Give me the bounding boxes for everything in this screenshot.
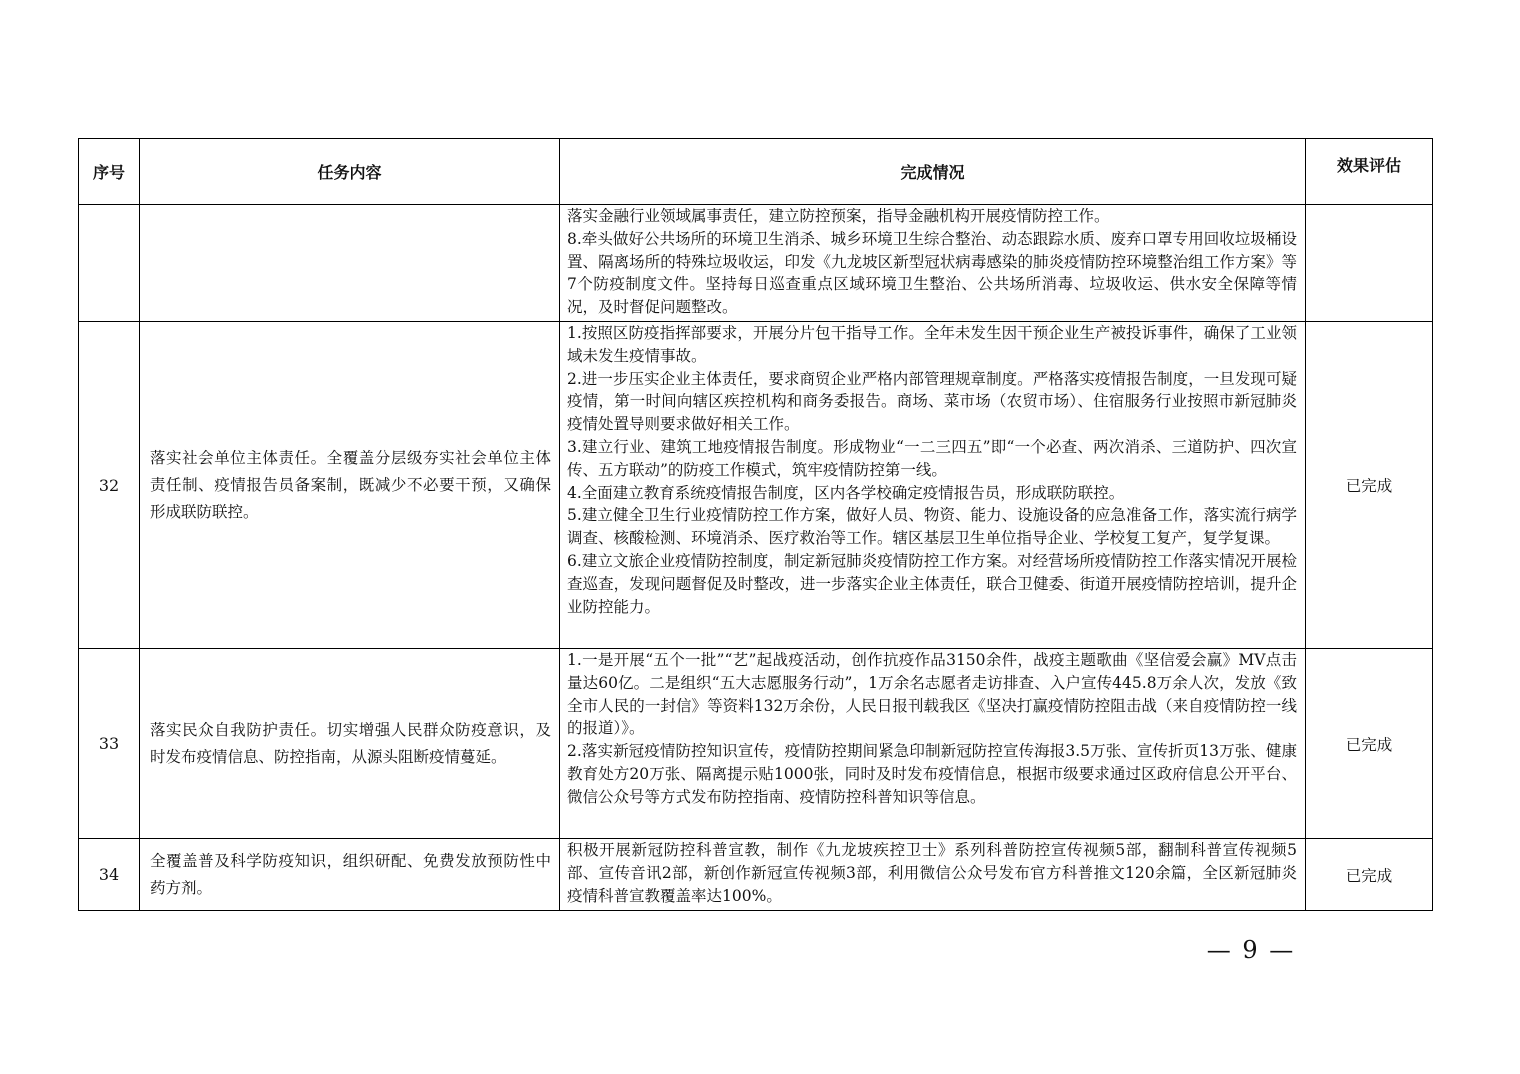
row-done xyxy=(560,205,1306,322)
row-task: 全覆盖普及科学防疫知识，组织研配、免费发放预防性中药方剂。 xyxy=(140,839,560,911)
table-header-row xyxy=(79,139,1433,205)
done-paragraph: 3.建立行业、建筑工地疫情报告制度。形成物业“一二三四五”即“一个必查、两次消杀、三道防护、四次宣传、五方联动”的防疫工作模式，筑牢疫情防控第一线。 xyxy=(567,437,1297,479)
table-row xyxy=(79,205,1433,322)
done-paragraph: 1.一是开展“五个一批”“艺”起战疫活动，创作抗疫作品3150余件，战疫主题歌曲《坚信爱会赢》MV点击量达60亿。二是组织“五大志愿服务行动”，1万余名志愿者走访排查、入户宣传445.8万余人次，发放《致全市人民的一封信》等资料132万余份，人民日报刊载我区《坚决打赢疫情防控阻击战（来自疫情防控一线的报道）》。 xyxy=(567,651,1297,738)
page-number: — 9 — xyxy=(1206,936,1296,964)
row-seq: 34 xyxy=(79,839,140,911)
row-task xyxy=(140,205,560,322)
row-seq xyxy=(79,205,140,322)
done-paragraph: 2.落实新冠疫情防控知识宣传，疫情防控期间紧急印制新冠防控宣传海报3.5万张、宣传折页13万张、健康教育处方20万张、隔离提示贴1000张，同时及时发布疫情信息，根据市级要求通过区政府信息公开平台、微信公众号等方式发布防控指南、疫情防控科普知识等信息。 xyxy=(567,742,1297,806)
done-paragraph: 4.全面建立教育系统疫情报告制度，区内各学校确定疫情报告员，形成联防联控。 xyxy=(567,483,1125,502)
row-done xyxy=(560,322,1306,649)
done-paragraph: 6.建立文旅企业疫情防控制度，制定新冠肺炎疫情防控工作方案。对经营场所疫情防控工作落实情况开展检查巡查，发现问题督促及时整改，进一步落实企业主体责任，联合卫健委、街道开展疫情防控培训，提升企业防控能力。 xyxy=(567,551,1297,616)
header-seq: 序号 xyxy=(79,139,140,205)
row-done xyxy=(560,839,1306,911)
table-row xyxy=(79,839,1433,911)
done-paragraph: 1.按照区防疫指挥部要求，开展分片包干指导工作。全年未发生因干预企业生产被投诉事件，确保了工业领域未发生疫情事故。 xyxy=(567,324,1297,365)
row-task: 落实民众自我防护责任。切实增强人民群众防疫意识，及时发布疫情信息、防控指南，从源头阻断疫情蔓延。 xyxy=(140,649,560,839)
row-eval: 已完成 xyxy=(1306,649,1433,839)
row-eval: 已完成 xyxy=(1306,322,1433,649)
done-paragraph: 5.建立健全卫生行业疫情防控工作方案，做好人员、物资、能力、设施设备的应急准备工作，落实流行病学调查、核酸检测、环境消杀、医疗救治等工作。辖区基层卫生单位指导企业、学校复工复产，复学复课。 xyxy=(567,506,1297,548)
row-seq: 32 xyxy=(79,322,140,649)
header-done: 完成情况 xyxy=(560,139,1306,205)
row-eval: 已完成 xyxy=(1306,839,1433,911)
done-paragraph: 落实金融行业领域属事责任，建立防控预案，指导金融机构开展疫情防控工作。 xyxy=(567,207,1110,225)
row-done xyxy=(560,649,1306,839)
header-task: 任务内容 xyxy=(140,139,560,205)
task-table xyxy=(78,138,1433,911)
done-paragraph: 8.牵头做好公共场所的环境卫生消杀、城乡环境卫生综合整治、动态跟踪水质、废弃口罩专用回收垃圾桶设置、隔离场所的特殊垃圾收运，印发《九龙坡区新型冠状病毒感染的肺炎疫情防控环境整治组工作方案》等7个防疫制度文件。坚持每日巡查重点区域环境卫生整治、公共场所消毒、垃圾收运、供水安全保障等情况，及时督促问题整改。 xyxy=(567,229,1297,317)
row-seq: 33 xyxy=(79,649,140,839)
table-row xyxy=(79,322,1433,649)
done-paragraph: 积极开展新冠防控科普宣教，制作《九龙坡疾控卫士》系列科普防控宣传视频5部，翻制科普宣传视频5部、宣传音讯2部，新创作新冠宣传视频3部，利用微信公众号发布官方科普推文120余篇，全区新冠肺炎疫情科普宣教覆盖率达100%。 xyxy=(567,841,1297,905)
table-row xyxy=(79,649,1433,839)
header-eval: 效果评估 xyxy=(1306,139,1433,205)
row-task: 落实社会单位主体责任。全覆盖分层级夯实社会单位主体责任制、疫情报告员备案制，既减少不必要干预，又确保形成联防联控。 xyxy=(140,322,560,649)
done-paragraph: 2.进一步压实企业主体责任，要求商贸企业严格内部管理规章制度。严格落实疫情报告制度，一旦发现可疑疫情，第一时间向辖区疾控机构和商务委报告。商场、菜市场（农贸市场）、住宿服务行业按照市新冠肺炎疫情处置导则要求做好相关工作。 xyxy=(567,369,1297,434)
row-eval xyxy=(1306,205,1433,322)
